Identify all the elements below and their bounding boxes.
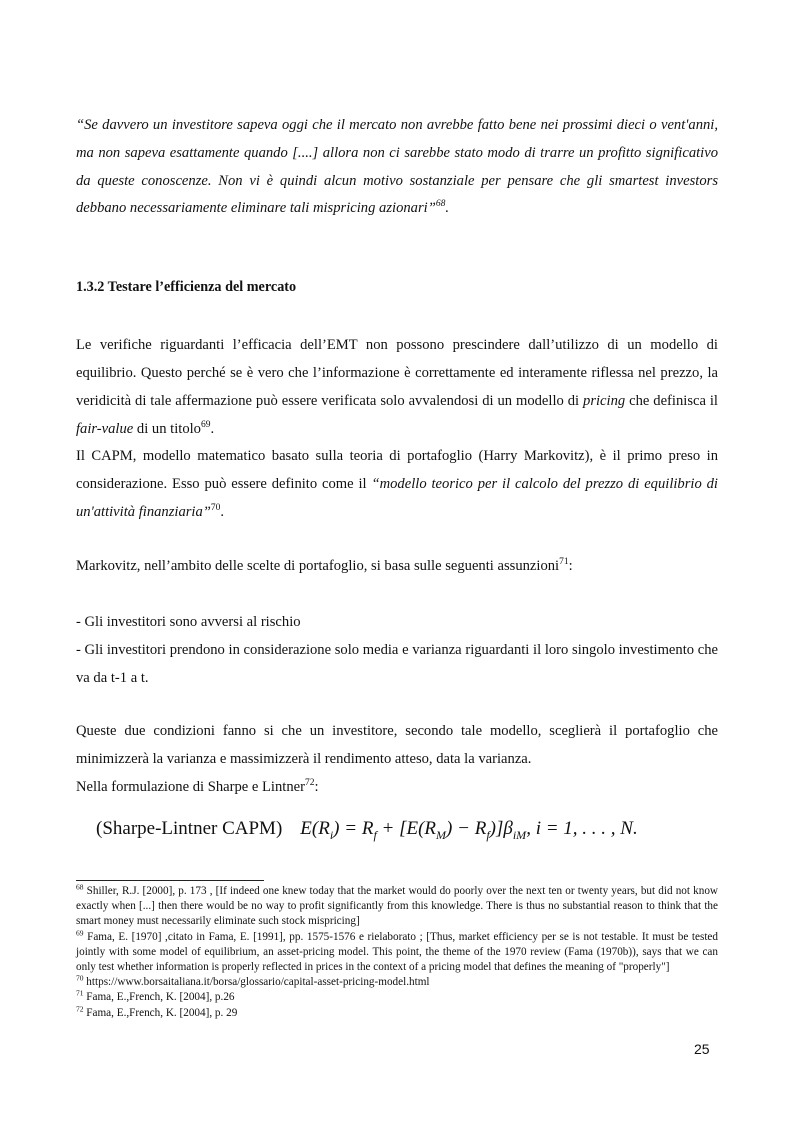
assumptions-list [76,608,718,692]
footnote-71: $^{71}$ Fama, E.,French, K. [2004], p.26 [76,988,235,1004]
paragraph-end: . [210,421,215,437]
list-item: - Gli investitori sono avversi al rischio [76,614,301,630]
paragraph-text: che definisca il [625,393,718,409]
footnote-ref-69[interactable]: 69 [200,420,211,431]
paragraph-text: Nella formulazione di Sharpe e Lintner [76,779,305,795]
footnote-ref-68[interactable]: 68 [435,199,446,210]
footnote-ref-70[interactable]: 70 [210,503,221,514]
footnote-72: $^{72}$ Fama, E.,French, K. [2004], p. 29 [76,1003,238,1019]
paragraph-markovitz [76,552,718,580]
footnote-ref-71[interactable]: 71 [559,557,569,568]
italic-quote-capm: “modello teorico per il calcolo del prezzo di equilibrio di un'attività finanziaria” [76,476,718,520]
paragraph-sharpe-lintner [76,773,718,801]
quote-end: . [445,200,449,217]
paragraph-text: Markovitz, nell’ambito delle scelte di portafoglio, si basa sulle seguenti assunzioni [76,558,560,574]
paragraph-end: . [220,504,225,520]
page-number: 25 [694,1041,710,1057]
paragraph-text: Le verifiche riguardanti l’efficacia dell’EMT non possono prescindere dall’utilizzo di un modello di equilibrio. Questo perché se è vero che l’informazione è correttamente ed interamente riflessa nel prezzo, la veridicità di tale affermazione può essere verificata solo avvalendosi di un modello di [76,337,718,409]
capm-formula [96,818,706,854]
list-item: - Gli investitori prendono in considerazione solo media e varianza riguardanti il loro singolo investimento che va da t-1 a t. [76,642,718,686]
section-heading: 1.3.2 Testare l’efficienza del mercato [76,279,297,295]
paragraph-text: Il CAPM, modello matematico basato sulla teoria di portafoglio (Harry Markovitz), è il primo preso in considerazione. Esso può essere definito come il [76,448,718,492]
footnote-ref-72[interactable]: 72 [304,778,315,789]
quote-paragraph [76,112,718,223]
paragraph-text: di un titolo [133,421,201,437]
paragraph-equilibrium [76,331,718,443]
italic-term-pricing: pricing [583,393,626,409]
footnote-70[interactable]: $^{70}$ https://www.borsaitaliana.it/borsa/glossario/capital-asset-pricing-model.html [76,973,430,989]
footnotes [76,884,718,1021]
footnote-link[interactable]: https://www.borsaitaliana.it/borsa/glossario/capital-asset-pricing-model.html [83,976,430,989]
footnote-69: $^{69}$ Fama, E. [1970] ,citato in Fama, E. [1991], pp. 1575-1576 e rielaborato ; [Thus, market efficiency per se is not testable. It must be tested jointly with some model of equilibrium, an asset-pricing model. This point, the theme of the 1970 review (Fama (1970b)), says that we can only test whether information is properly reflected in prices in the context of a pricing model that defines the meaning of "properly"] [76,927,718,974]
paragraph-capm [76,442,718,526]
quote-text: “Se davvero un investitore sapeva oggi che il mercato non avrebbe fatto bene nei prossimi dieci o vent'anni, ma non sapeva esattamente quando [....] allora non ci sarebbe stato modo di trarre un profitto significativo da queste conoscenze. Non vi è quindi alcun motivo sostanziale per pensare che gli smartest investors debbano necessariamente eliminare tali mispricing azionari” [76,117,718,217]
paragraph-end: : [568,558,573,574]
footnote-divider [76,880,264,881]
footnote-68: $^{68}$ Shiller, R.J. [2000], p. 173 , [If indeed one knew today that the market would do poorly over the next ten or twenty years, but did not know exactly when [...] then there would be no way to profit significantly from this knowledge. There is thus no substantial reason to think that the smart money must necessarily eliminate such stock mispricing] [76,882,718,928]
paragraph-end: : [314,779,319,795]
formula-label: (Sharpe-Lintner CAPM) [96,818,283,839]
formula-expression: $E(R_i) = R_f + [E(R_M) - R_f)]\beta_{iM}$, i = 1, . . . , N. [300,818,638,842]
italic-term-fair-value: fair-value [76,421,134,437]
paragraph-conditions: Queste due condizioni fanno si che un investitore, secondo tale modello, sceglierà il portafoglio che minimizzerà la varianza e massimizzerà il rendimento atteso, data la varianza. [76,723,718,767]
